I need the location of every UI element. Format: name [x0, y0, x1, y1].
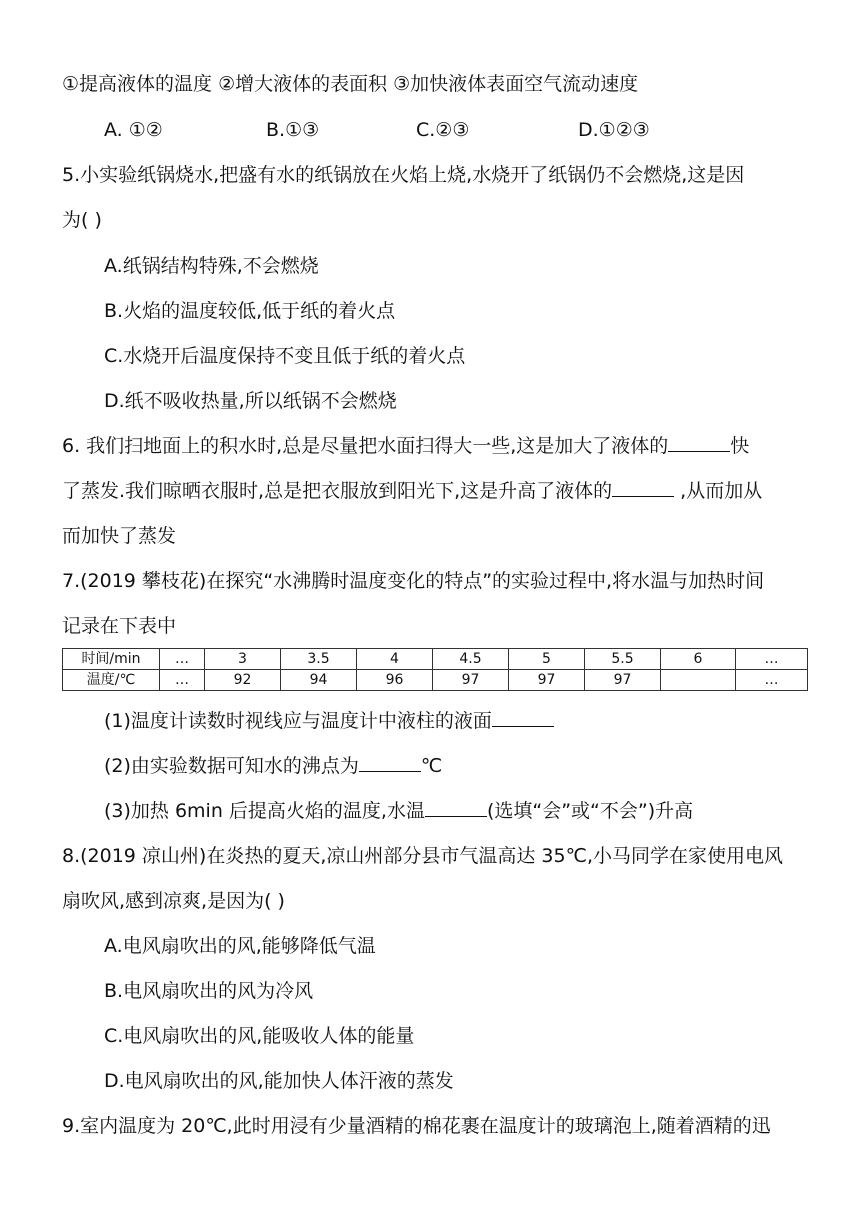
table-cell: 96	[357, 670, 433, 691]
q4-option-a: A. ①②	[104, 119, 163, 141]
q6-blank-1[interactable]	[668, 450, 730, 452]
table-cell: 94	[281, 670, 357, 691]
q6-line2-text: 了蒸发.我们晾晒衣服时,总是把衣服放到阳光下,这是升高了液体的	[62, 480, 613, 502]
q8-stem-line1: 8.(2019 凉山州)在炎热的夏天,凉山州部分县市气温高达 35℃,小马同学在家使用电风	[62, 845, 783, 867]
q6-line1-text: 6. 我们扫地面上的积水时,总是尽量把水面扫得大一些,这是加大了液体的	[62, 435, 669, 457]
q8-stem-line2: 扇吹风,感到凉爽,是因为( )	[62, 890, 285, 912]
q4-items: ①提高液体的温度 ②增大液体的表面积 ③加快液体表面空气流动速度	[62, 73, 639, 95]
q7-sub3-text: (3)加热 6min 后提高火焰的温度,水温	[104, 800, 425, 822]
q6-blank-2[interactable]	[612, 495, 674, 497]
q6-line1	[62, 433, 749, 459]
q7-sub3	[104, 798, 693, 824]
q7-sub3-end: (选填“会”或“不会”)升高	[486, 800, 694, 822]
q8-option-b: B.电风扇吹出的风为冷风	[104, 980, 314, 1002]
q7-stem-line2: 记录在下表中	[62, 615, 177, 637]
q5-option-c: C.水烧开后温度保持不变且低于纸的着火点	[104, 345, 466, 367]
table-cell: 97	[509, 670, 585, 691]
table-cell: 5.5	[585, 649, 661, 670]
table-cell: 3	[205, 649, 281, 670]
q5-stem-line1: 5.小实验纸锅烧水,把盛有水的纸锅放在火焰上烧,水烧开了纸锅仍不会燃烧,这是因	[62, 164, 745, 186]
table-cell: 5	[509, 649, 585, 670]
q6-line2-end: ,从而加从	[674, 480, 763, 502]
q7-sub2-text: (2)由实验数据可知水的沸点为	[104, 755, 359, 777]
q6-line1-end: 快	[730, 435, 750, 457]
q5-option-d: D.纸不吸收热量,所以纸锅不会燃烧	[104, 390, 397, 412]
table-cell: 3.5	[281, 649, 357, 670]
table-cell: 时间/min	[63, 649, 160, 670]
q9-stem-line1: 9.室内温度为 20℃,此时用浸有少量酒精的棉花裹在温度计的玻璃泡上,随着酒精的迅	[62, 1115, 771, 1137]
table-cell: 92	[205, 670, 281, 691]
q7-blank-3[interactable]	[425, 815, 487, 817]
q4-option-d: D.①②③	[578, 119, 650, 141]
table-row-temperature	[63, 670, 808, 691]
q6-line3: 而加快了蒸发	[62, 525, 177, 547]
table-cell: …	[736, 649, 808, 670]
table-cell: 温度/℃	[63, 670, 160, 691]
q7-blank-2[interactable]	[359, 770, 421, 772]
q7-blank-1[interactable]	[492, 725, 554, 727]
q7-sub2	[104, 753, 442, 779]
table-cell: 97	[433, 670, 509, 691]
q8-option-a: A.电风扇吹出的风,能够降低气温	[104, 935, 376, 957]
q7-sub2-unit: ℃	[420, 755, 443, 777]
q7-sub1	[104, 708, 554, 734]
table-cell: …	[160, 670, 205, 691]
q7-stem-line1: 7.(2019 攀枝花)在探究“水沸腾时温度变化的特点”的实验过程中,将水温与加热时间	[62, 570, 765, 592]
table-cell: 4	[357, 649, 433, 670]
q4-option-b: B.①③	[266, 119, 320, 141]
table-cell: 97	[585, 670, 661, 691]
table-cell: 4.5	[433, 649, 509, 670]
q5-option-b: B.火焰的温度较低,低于纸的着火点	[104, 300, 396, 322]
table-cell: …	[736, 670, 808, 691]
q8-option-c: C.电风扇吹出的风,能吸收人体的能量	[104, 1025, 415, 1047]
table-cell: 6	[661, 649, 736, 670]
q5-option-a: A.纸锅结构特殊,不会燃烧	[104, 255, 319, 277]
q8-option-d: D.电风扇吹出的风,能加快人体汗液的蒸发	[104, 1070, 454, 1092]
table-cell: …	[160, 649, 205, 670]
q6-line2	[62, 478, 762, 504]
table-cell-empty[interactable]	[661, 670, 736, 691]
table-row-time	[63, 649, 808, 670]
q7-sub1-text: (1)温度计读数时视线应与温度计中液柱的液面	[104, 710, 492, 732]
q5-stem-line2: 为( )	[62, 209, 102, 231]
q7-data-table	[62, 648, 808, 691]
q4-option-c: C.②③	[416, 119, 470, 141]
